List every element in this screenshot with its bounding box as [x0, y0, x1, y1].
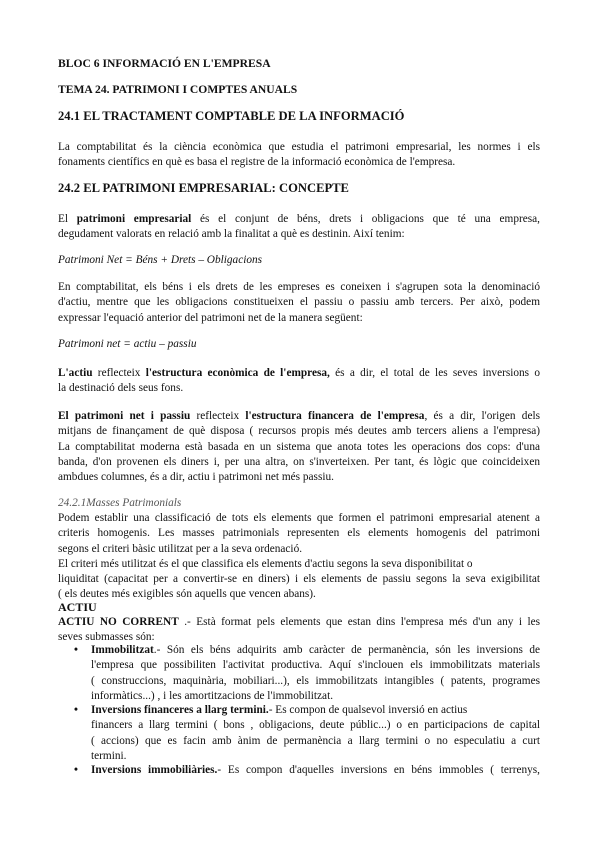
text-run: , és a dir, l'origen dels	[424, 410, 540, 422]
text-line: termini.	[91, 749, 127, 762]
text-run: és el conjunt de béns, drets i obligacions que té una empresa,	[191, 213, 540, 225]
text-run: El	[58, 213, 77, 225]
text-line	[58, 366, 540, 381]
topic-heading: TEMA 24. PATRIMONI I COMPTES ANUALS	[58, 83, 298, 96]
formula-patrimoni-net: Patrimoni Net = Béns + Drets – Obligacions	[58, 254, 263, 266]
text-line	[91, 703, 540, 718]
section-heading-24-2: 24.2 EL PATRIMONI EMPRESARIAL: CONCEPTE	[58, 181, 349, 195]
bullet-text	[91, 703, 540, 764]
text-run: .- Són els béns adquirits amb caràcter de permanència, són les inversions de	[153, 644, 540, 656]
text-run: .- Està format pels elements que estan dins l'empresa més d'un any i les	[178, 616, 540, 628]
text-line	[91, 763, 540, 778]
bold-term: L'actiu	[58, 367, 93, 379]
text-line: fonaments científics en què es basa el registre de la informació econòmica de l'empresa.	[58, 156, 456, 169]
text-line: La comptabilitat moderna està basada en un sistema que anota totes les operacions dos cops: d'una	[58, 440, 540, 453]
paragraph-patrimoni	[58, 212, 540, 243]
text-line: seves submasses són:	[58, 631, 155, 644]
text-line	[58, 409, 540, 424]
bold-term: l'estructura econòmica de l'empresa,	[145, 367, 330, 379]
text-line: informàtics...) , i les amortitzacions de l'immobilitzat.	[91, 689, 334, 702]
bold-term: Immobilitzat	[91, 644, 154, 656]
text-line: segons el criteri bàsic utilitzat per a la seva ordenació.	[58, 542, 303, 555]
text-line: criteris homogenis. Les masses patrimonials representen els elements homogenis del patrimoni	[58, 527, 540, 540]
actiu-heading: ACTIU	[58, 600, 97, 614]
text-run: - Es compon de qualsevol inversió en actius	[268, 704, 468, 716]
text-run: és a dir, el total de les seves inversions o	[329, 367, 540, 379]
text-line: l'empresa que possibiliten l'activitat productiva. Aquí s'inclouen els immobilitzats materials	[91, 659, 540, 672]
text-line	[58, 615, 540, 630]
text-line: La comptabilitat és la ciència econòmica que estudia el patrimoni empresarial, les normes i els	[58, 141, 540, 153]
bullet-immobilitzat	[74, 643, 540, 704]
paragraph-passiu	[58, 409, 540, 485]
text-line: financers a llarg termini ( bons , obligacions, deute públic...) o en participacions de capital	[91, 719, 540, 732]
text-line: degudament valorats en relació amb la finalitat a què es destinin. Així tenim:	[58, 228, 405, 241]
text-line: ambdues columnes, és a dir, actiu i patrimoni net més passiu.	[58, 471, 334, 484]
text-line: ( els deutes més exigibles són aquells que vencen abans).	[58, 588, 316, 601]
bullet-text	[91, 643, 540, 704]
bullet-inversions-immobiliaries	[74, 763, 540, 778]
bullet-marker: •	[74, 764, 78, 776]
paragraph-masses	[58, 511, 540, 603]
text-run: reflecteix	[190, 410, 246, 422]
subsection-heading: 24.2.1Masses Patrimonials	[58, 497, 182, 509]
text-line: la destinació dels seus fons.	[58, 382, 184, 395]
bold-term: El patrimoni net i passiu	[58, 410, 191, 422]
bullet-marker: •	[74, 704, 78, 716]
text-line: liquiditat (capacitat per a convertir-se en diners) i els elements de passiu segons la seva exigibilitat	[58, 573, 540, 586]
paragraph-actiu	[58, 366, 540, 397]
text-line: ( accions) que es facin amb ànim de permanència a llarg termini o no especulatiu a curt	[91, 734, 540, 747]
bold-term: Inversions financeres a llarg termini.	[91, 704, 269, 716]
text-line: ( construccions, maquinària, mobiliari...), els immobilitzats intangibles ( patents, programes	[91, 674, 540, 687]
bullet-marker: •	[74, 644, 78, 656]
text-line	[91, 643, 540, 658]
text-line: d'actiu, mentre que les obligacions constitueixen el passiu o passiu amb tercers. Per això, podem	[58, 296, 540, 309]
bold-term: ACTIU NO CORRENT	[58, 616, 179, 628]
bullet-inversions-financeres	[74, 703, 540, 764]
bullet-text	[91, 763, 540, 778]
text-line: banda, d'on provenen els diners i, per una altra, on s'inverteixen. Per tant, és lògic que coincideixen	[58, 455, 540, 468]
bold-term: l'estructura financera de l'empresa	[245, 410, 425, 422]
text-run: - Es compon d'aquelles inversions en béns immobles ( terrenys,	[217, 764, 540, 776]
text-run: reflecteix	[92, 367, 146, 379]
text-line: En comptabilitat, els béns i els drets de les empreses es coneixen i s'agrupen sota la denominació	[58, 281, 540, 293]
paragraph-comptabilitat	[58, 140, 540, 171]
text-line: Podem establir una classificació de tots els elements que formen el patrimoni empresarial atenent a	[58, 512, 540, 524]
text-line: mitjans de finançament de què disposa ( recursos propis més deutes amb tercers aliens a l'empresa)	[58, 425, 540, 438]
text-line: expressar l'equació anterior del patrimoni net de la manera següent:	[58, 311, 363, 324]
text-line: El criteri més utilitzat és el que classifica els elements d'actiu segons la seva disponibilitat o	[58, 557, 473, 570]
paragraph-actiu-no-corrent	[58, 615, 540, 646]
paragraph-actiu-passiu	[58, 280, 540, 326]
bold-term: Inversions immobiliàries.	[91, 764, 218, 776]
bold-term: patrimoni empresarial	[76, 213, 192, 225]
section-heading-24-1: 24.1 EL TRACTAMENT COMPTABLE DE LA INFORMACIÓ	[58, 109, 405, 123]
formula-actiu-passiu: Patrimoni net = actiu – passiu	[58, 338, 197, 350]
text-line	[58, 212, 540, 227]
block-heading: BLOC 6 INFORMACIÓ EN L'EMPRESA	[58, 57, 271, 70]
